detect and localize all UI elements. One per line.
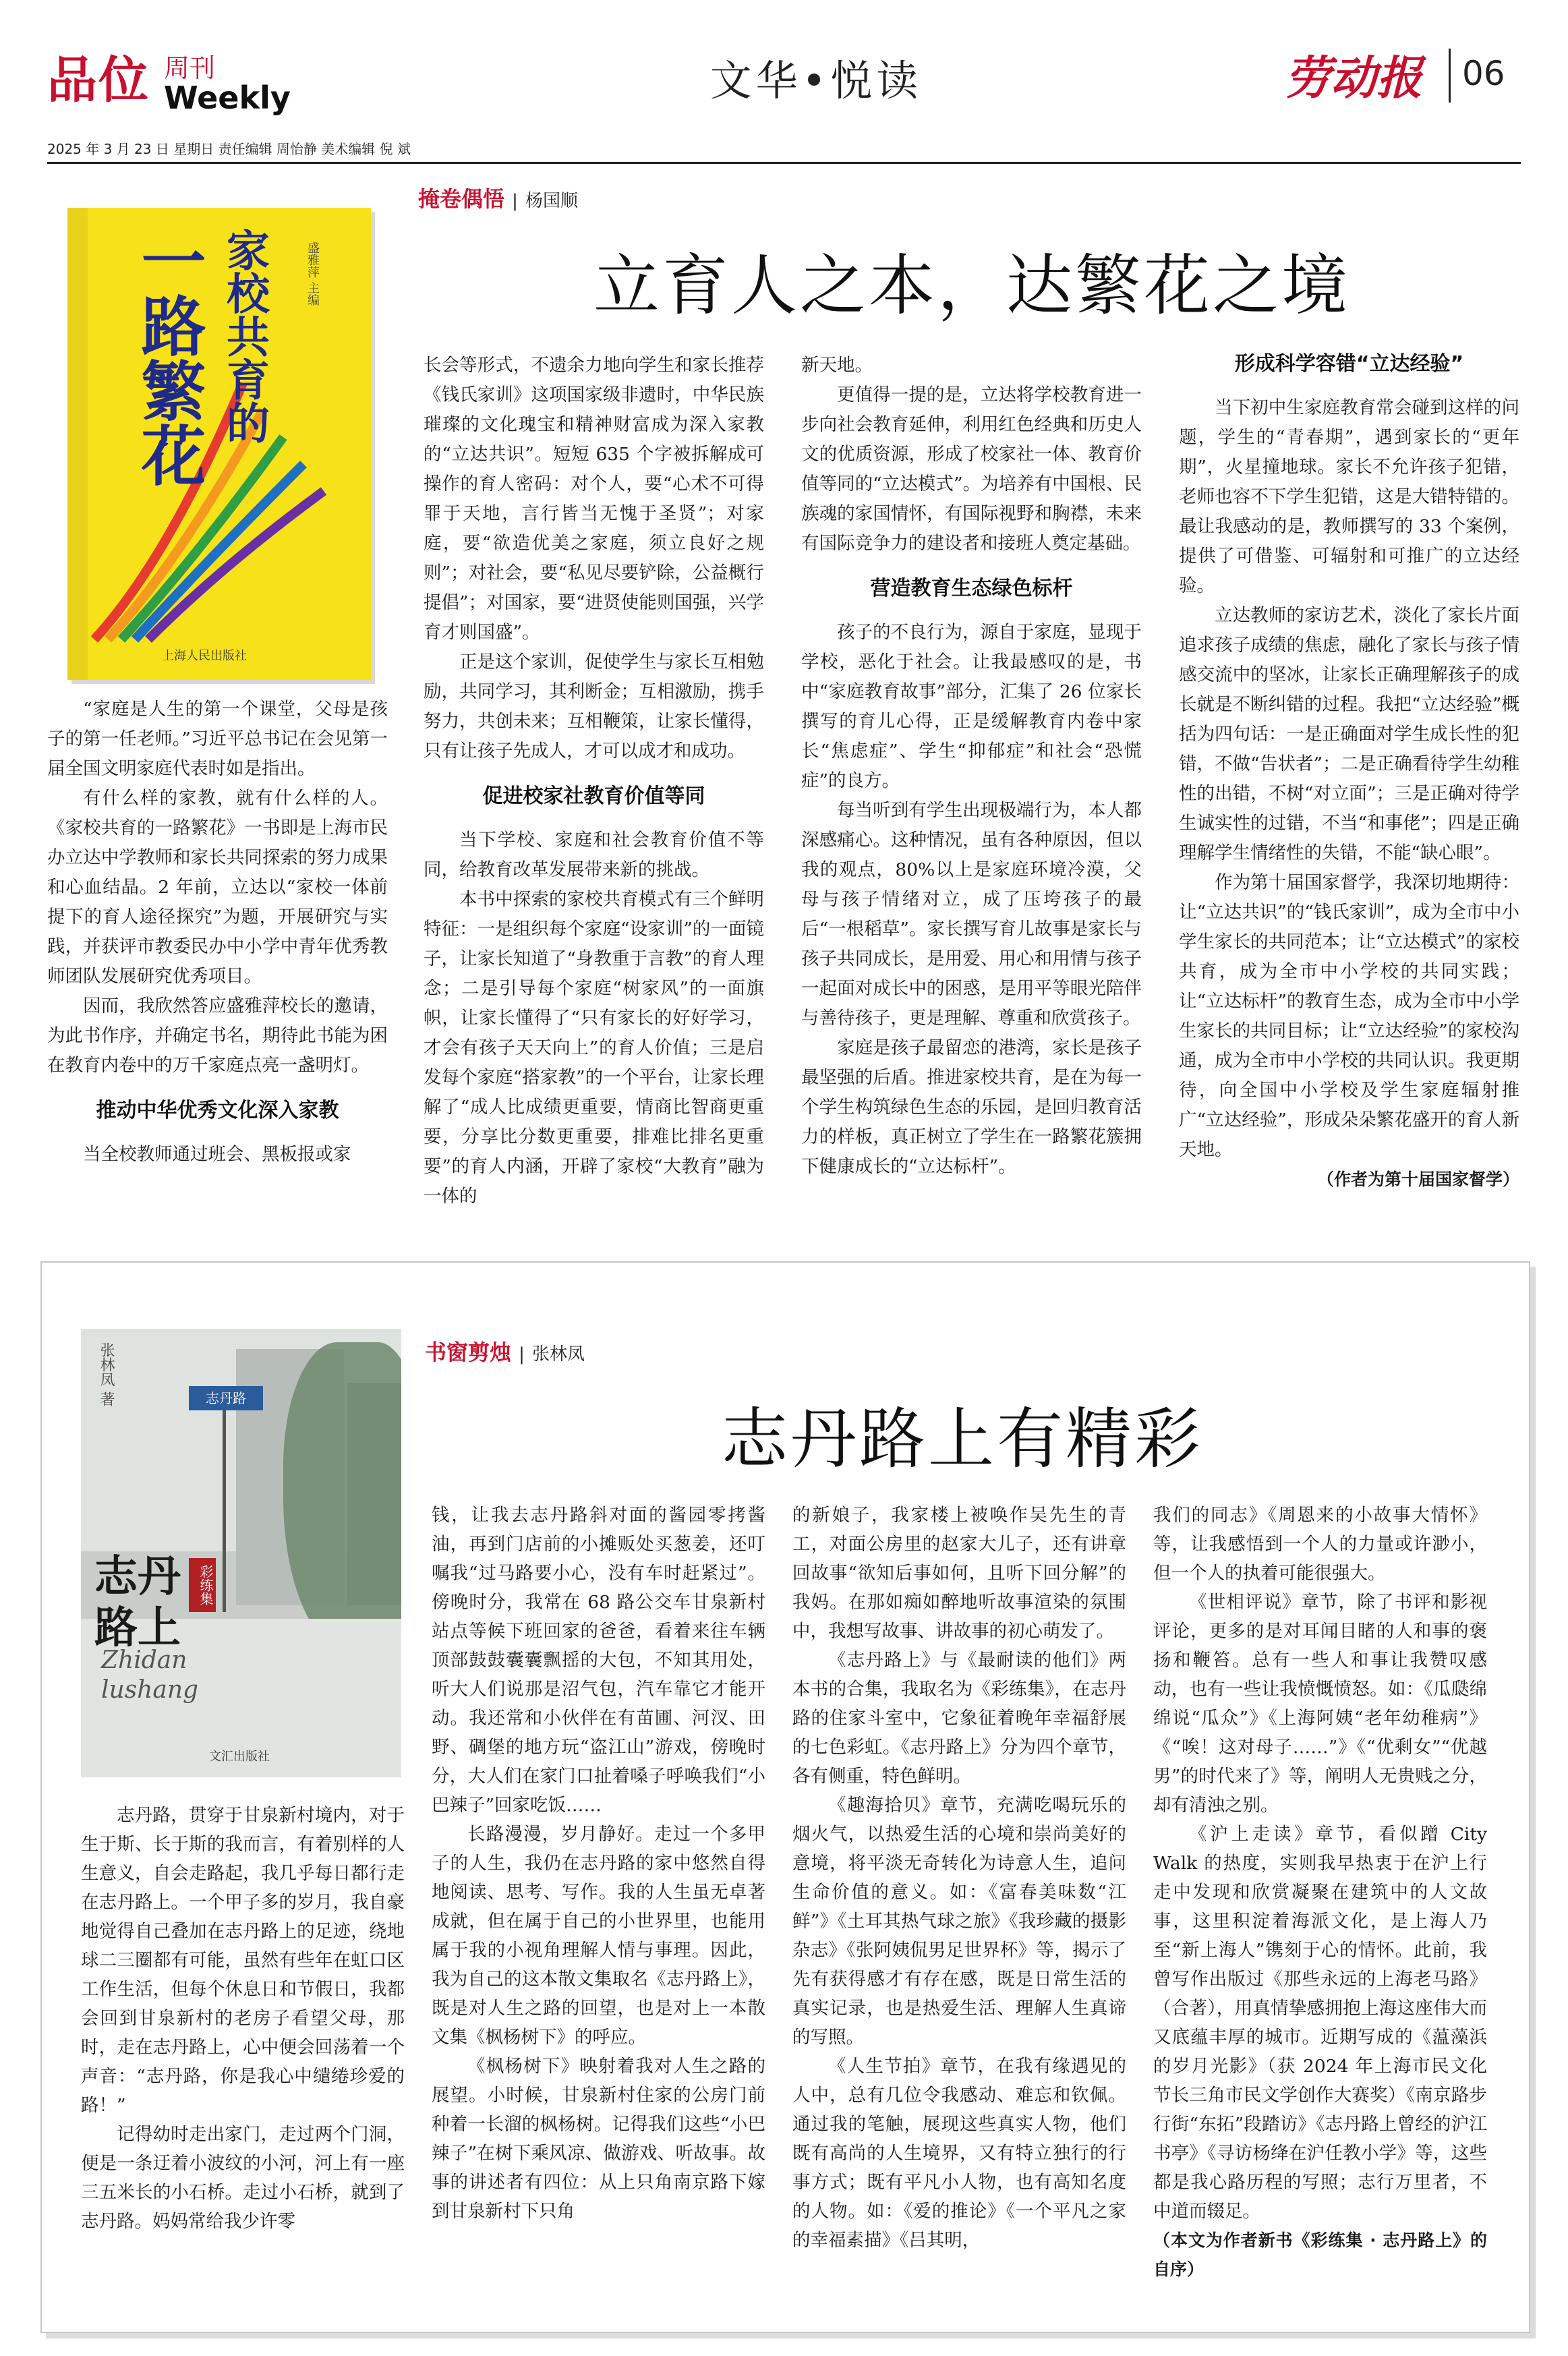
- cover1-title-line1: 一路繁花: [131, 228, 207, 487]
- paragraph: 每当听到有学生出现极端行为，本人都深感痛心。这种情况，虽有各种原因，但以我的观点，80%以上是家庭环境冷漠，父母与孩子情绪对立，成了压垮孩子的最后“一根稻草”。家长撰写育儿故事是家长与孩子共同成长，是用爱、用心和用情与孩子一起面对成长中的困惑，是用平等眼光陪伴与善待孩子，更是理解、尊重和欣赏孩子。: [801, 800, 1142, 1029]
- cover2-tree: [283, 1342, 401, 1653]
- paragraph: 当全校教师通过班会、黑板报或家: [83, 1144, 351, 1165]
- article2-column-1: [81, 1801, 405, 2236]
- masthead-rule: [47, 162, 1521, 164]
- paragraph: 《世相评说》章节，除了书评和影视评论，更多的是对耳闻目睹的人和事的褒扬和鞭笞。总有一些人和事让我赞叹感动，也有一些让我愤慨愤怒。如：《瓜瓞绵绵说“瓜众”》《上海阿姨“老年幼稚病”》《“唉！这对母子……”》《“优剩女”“优越男”的时代来了》等，阐明人无贵贱之分，却有清浊之别。: [1153, 1592, 1487, 1816]
- paragraph: 的新娘子，我家楼上被唤作吴先生的青工，对面公房里的赵家大儿子，还有讲章回故事“欲知后事如何，且听下回分解”的我妈。在那如痴如醉地听故事渲染的氛围中，我想写故事、讲故事的初心萌发了。: [792, 1505, 1126, 1642]
- subheading: 营造教育生态绿色标杆: [870, 577, 1073, 600]
- paragraph: 孩子的不良行为，源自于家庭，显现于学校，恶化于社会。让我最感叹的是，书中“家庭教育故事”部分，汇集了 26 位家长撰写的育儿心得，正是缓解教育内卷中家长“焦虑症”、学生“抑郁症”和社会“恐慌症”的良方。: [801, 622, 1142, 791]
- cover2-publisher: 文汇出版社: [209, 1750, 270, 1764]
- paragraph: 有什么样的家教，就有什么样的人。《家校共育的一路繁花》一书即是上海市民办立达中学教师和家长共同探索的努力成果和心血结晶。2 年前，立达以“家校一体前提下的育人途径探究”为题，开展研究与实践，并获评市教委民办中小学中青年优秀教师团队发展研究优秀项目。: [47, 788, 388, 987]
- article1-author-separator: |: [512, 191, 518, 211]
- subheading: 形成科学容错“立达经验”: [1234, 352, 1464, 376]
- article2-title: 志丹路上有精彩: [722, 1401, 1204, 1478]
- paragraph: 长会等形式，不遗余力地向学生和家长推荐《钱氏家训》这项国家级非遗时，中华民族璀璨的文化瑰宝和精神财富成为深入家教的“立达共识”。短短 635 个字被拆解成可操作的育人密码：对个人，要“心术不可得罪于天地，言行皆当无愧于圣贤”；对家庭，要“欲造优美之家庭，须立良好之规则”；对社会，要“私见尽要铲除，公益概行提倡”；对国家，要“进贤使能则国强，兴学育才则国盛”。: [424, 355, 764, 643]
- paragraph: 《趣海拾贝》章节，充满吃喝玩乐的烟火气，以热爱生活的心境和崇尚美好的意境，将平淡无奇转化为诗意人生，追问生命价值的意义。如：《富春美味数“江鲜”》《土耳其热气球之旅》《我珍藏的摄影杂志》《张阿姨侃男足世界杯》等，揭示了先有获得感才有存在感，既是日常生活的真实记录，也是热爱生活、理解人生真谛的写照。: [792, 1795, 1126, 2048]
- cover1-publisher: 上海人民出版社: [162, 649, 247, 663]
- paragraph: 更值得一提的是，立达将学校教育进一步向社会教育延伸，利用红色经典和历史人文的优质资源，形成了校家社一体、教育价值等同的“立达模式”。为培养有中国根、民族魂的家国情怀，有国际视野和胸襟，未来有国际竞争力的建设者和接班人奠定基础。: [801, 384, 1142, 554]
- paragraph: 志丹路，贯穿于甘泉新村境内，对于生于斯、长于斯的我而言，有着别样的人生意义，自会走路起，我几乎每日都行走在志丹路上。一个甲子多的岁月，我自豪地觉得自己叠加在志丹路上的足迹，绕地球二三圈都有可能，虽然有些年在虹口区工作生活，但每个休息日和节假日，我都会回到甘泉新村的老房子看望父母，那时，走在志丹路上，心中便会回荡着一个声音：“志丹路，你是我心中缱绻珍爱的路！”: [81, 1805, 405, 2116]
- article2-column-2: [432, 1501, 765, 2226]
- weekly-en: Weekly: [164, 80, 291, 116]
- paragraph: “家庭是人生的第一个课堂，父母是孩子的第一任老师。”习近平总书记在会见第一届全国文明家庭代表时如是指出。: [47, 699, 388, 779]
- article1-column-4: [1179, 341, 1519, 1195]
- cover2-pinyin-a: Zhidan: [101, 1646, 187, 1674]
- paragraph: 新天地。: [801, 355, 873, 376]
- paragraph: 记得幼时走出家门，走过两个门洞，便是一条迂着小波纹的小河，河上有一座三五米长的小石桥。走过小石桥，就到了志丹路。妈妈常给我少许零: [81, 2124, 405, 2232]
- cover2-sign-pole: [223, 1410, 226, 1612]
- paragraph: 我们的同志》《周恩来的小故事大情怀》等，让我感悟到一个人的力量或许渺小，但一个人的执着可能很强大。: [1153, 1505, 1487, 1584]
- cover2-street-sign: 志丹路: [189, 1386, 263, 1410]
- paragraph: 立达教师的家访艺术，淡化了家长片面追求孩子成绩的焦虑，融化了家长与孩子情感交流中的坚冰，让家长正确理解孩子的成长就是不断纠错的过程。我把“立达经验”概括为四句话：一是正确面对学生成长性的犯错，不做“告状者”；二是正确看待学生幼稚性的出错，不树“对立面”；三是正确对待学生诚实性的过错，不当“和事佬”；四是正确理解学生情绪性的失错，不能“缺心眼”。: [1179, 605, 1519, 863]
- paragraph: 《枫杨树下》映射着我对人生之路的展望。小时候，甘泉新村住家的公房门前种着一长溜的枫杨树。记得我们这些“小巴辣子”在树下乘风凉、做游戏、听故事。故事的讲述者有四位：从上只角南京路下嫁到甘泉新村下只角: [432, 2056, 765, 2222]
- section-title: 文华•悦读: [709, 56, 923, 105]
- article1-title: 立育人之本，达繁花之境: [593, 248, 1351, 324]
- article1-column-3: [801, 351, 1142, 1182]
- paragraph: 本书中探索的家校共育模式有三个鲜明特征：一是组织每个家庭“设家训”的一面镜子，让家长知道了“身教重于言教”的育人理念；二是引导每个家庭“树家风”的一面旗帜，让家长懂得了“只有家长的好好学习，才会有孩子天天向上”的育人价值；三是启发每个家庭“搭家教”的一个平台，让家长理解了“成人比成绩更重要，情商比智商更重要，分享比分数更重要，排难比排名更重要”的育人内涵，开辟了家校“大教育”融为一体的: [424, 889, 764, 1207]
- cover2-title-a: 志丹: [94, 1551, 181, 1602]
- paragraph: 当下学校、家庭和社会教育价值不等同，给教育改革发展带来新的挑战。: [424, 830, 764, 880]
- paragraph: 《沪上走读》章节，看似蹭 City Walk 的热度，实则我早热衷于在沪上行走中发现和欣赏凝聚在建筑中的人文故事，这里积淀着海派文化，是上海人乃至“新上海人”镌刻于心的情怀。此前，我曾写作出版过《那些永远的上海老马路》（合著），用真情挚感拥抱上海这座伟大而又底蕴丰厚的城市。近期写成的《蕰藻浜的岁月光影》（获 2024 年上海市民文化节长三角市民文学创作大赛奖）《南京路步行街“东拓”段踏访》《志丹路上曾经的沪江书亭》《寻访杨绛在沪任教小学》等，这些都是我心路历程的写照；志行万里者，不中道而辍足。: [1153, 1824, 1487, 2222]
- subheading: 促进校家社教育价值等同: [482, 784, 705, 808]
- masthead-divider: [1449, 49, 1451, 103]
- paragraph: 钱，让我去志丹路斜对面的酱园零拷酱油，再到门店前的小摊贩处买葱姜，还叮嘱我“过马路要小心，没有车时赶紧过”。傍晚时分，我常在 68 路公交车甘泉新村站点等候下班回家的爸爸，看着来往车辆顶部鼓鼓囊囊飘摇的大包，不知其用处，听大人们说那是沼气包，汽车靠它才能开动。我还常和小伙伴在有苗圃、河汊、田野、碉堡的地方玩“盗江山”游戏，傍晚时分，大人们在家门口扯着嗓子呼唤我们“小巴辣子”回家吃饭……: [432, 1505, 765, 1816]
- article2-column-label: 书窗剪烛: [425, 1340, 512, 1365]
- issue-info: 2025 年 3 月 23 日 星期日 责任编辑 周怡静 美术编辑 倪 斌: [47, 141, 411, 157]
- paragraph: 因而，我欣然答应盛雅萍校长的邀请，为此书作序，并确定书名，期待此书能为困在教育内卷中的万千家庭点亮一盏明灯。: [47, 996, 388, 1076]
- paragraph: 《人生节拍》章节，在我有缘遇见的人中，总有几位令我感动、难忘和钦佩。通过我的笔触，展现这些真实人物，他们既有高尚的人生境界，又有特立独行的行事方式；既有平凡小人物，也有高知名度的人物。如：《爱的推论》《一个平凡之家的幸福素描》《吕其明，: [792, 2056, 1126, 2251]
- paragraph: 长路漫漫，岁月静好。走过一个多甲子的人生，我仍在志丹路的家中悠然自得地阅读、思考、写作。我的人生虽无卓著成就，但在属于自己的小世界里，也能用属于我的小视角理解人情与事理。因此，我为自己的这本散文集取名《志丹路上》，既是对人生之路的回望，也是对上一本散文集《枫杨树下》的呼应。: [432, 1824, 765, 2048]
- paragraph: 作为第十届国家督学，我深切地期待：让“立达共识”的“钱氏家训”，成为全市中小学生家长的共同范本；让“立达模式”的家校共育，成为全市中小学校的共同实践；让“立达标杆”的教育生态，成为全市中小学生家长的共同目标；让“立达经验”的家校沟通，成为全市中小学校的共同认识。我更期待，向全国中小学校及学生家庭辐射推广“立达经验”，形成朵朵繁花盛开的育人新天地。: [1179, 872, 1519, 1160]
- cover2-series-tag: 彩练集: [189, 1558, 216, 1612]
- article1-column-label: 掩卷偶悟: [418, 186, 505, 212]
- author-note: （本文为作者新书《彩练集 · 志丹路上》的自序）: [1153, 2231, 1487, 2279]
- cover1-title-line2: 家校共育的: [219, 228, 270, 444]
- author-note: （作者为第十届国家督学）: [1316, 1170, 1519, 1189]
- article1-byline: [418, 182, 578, 213]
- cover2-author: 张林凤 著: [98, 1342, 115, 1406]
- weekly-cn: 周刊: [164, 53, 216, 83]
- article2-author-separator: |: [519, 1344, 525, 1364]
- book-cover-1: [67, 208, 371, 680]
- article1-author: 杨国顺: [525, 191, 578, 211]
- paragraph: 正是这个家训，促使学生与家长互相勉励，共同学习，其利断金；互相激励，携手努力，共创未来；互相鞭策，让家长懂得，只有让孩子先成人，才可以成才和成功。: [424, 652, 764, 762]
- cover2-pinyin: [101, 1646, 198, 1705]
- cover1-editor: 盛雅萍 主编: [306, 241, 320, 306]
- paragraph: 《志丹路上》与《最耐读的他们》两本书的合集，我取名为《彩练集》，在志丹路的住家斗室中，它象征着晚年幸福舒展的七色彩虹。《志丹路上》分为四个章节，各有侧重，特色鲜明。: [792, 1650, 1126, 1787]
- cover2-pinyin-b: lushang: [101, 1676, 199, 1704]
- book-cover-2: [81, 1329, 401, 1777]
- brand-title: 品位: [47, 51, 150, 109]
- article2-byline: [425, 1335, 585, 1367]
- cover2-title: [94, 1551, 181, 1654]
- paragraph: 当下初中生家庭教育常会碰到这样的问题，学生的“青春期”，遇到家长的“更年期”，火星撞地球。家长不允许孩子犯错，老师也容不下学生犯错，这是大错特错的。最让我感动的是，教师撰写的 33 个案例，提供了可借鉴、可辐射和可推广的立达经验。: [1179, 397, 1519, 596]
- article2-column-4: [1153, 1501, 1487, 2284]
- newspaper-logo: 劳动报: [1285, 51, 1423, 105]
- page-number: 06: [1462, 54, 1505, 93]
- article2-author: 张林凤: [531, 1344, 585, 1364]
- paragraph: 家庭是孩子最留恋的港湾，家长是孩子最坚强的后盾。推进家校共育，是在为每一个学生构筑绿色生态的乐园，是回归教育活力的样板，真正树立了学生在一路繁花簇拥下健康成长的“立达标杆”。: [801, 1037, 1142, 1177]
- cover2-title-b: 路上: [94, 1603, 181, 1653]
- article1-column-2: [424, 351, 764, 1211]
- article2-column-3: [792, 1501, 1126, 2255]
- subheading: 推动中华优秀文化深入家教: [96, 1099, 339, 1122]
- article1-column-1: [47, 695, 388, 1170]
